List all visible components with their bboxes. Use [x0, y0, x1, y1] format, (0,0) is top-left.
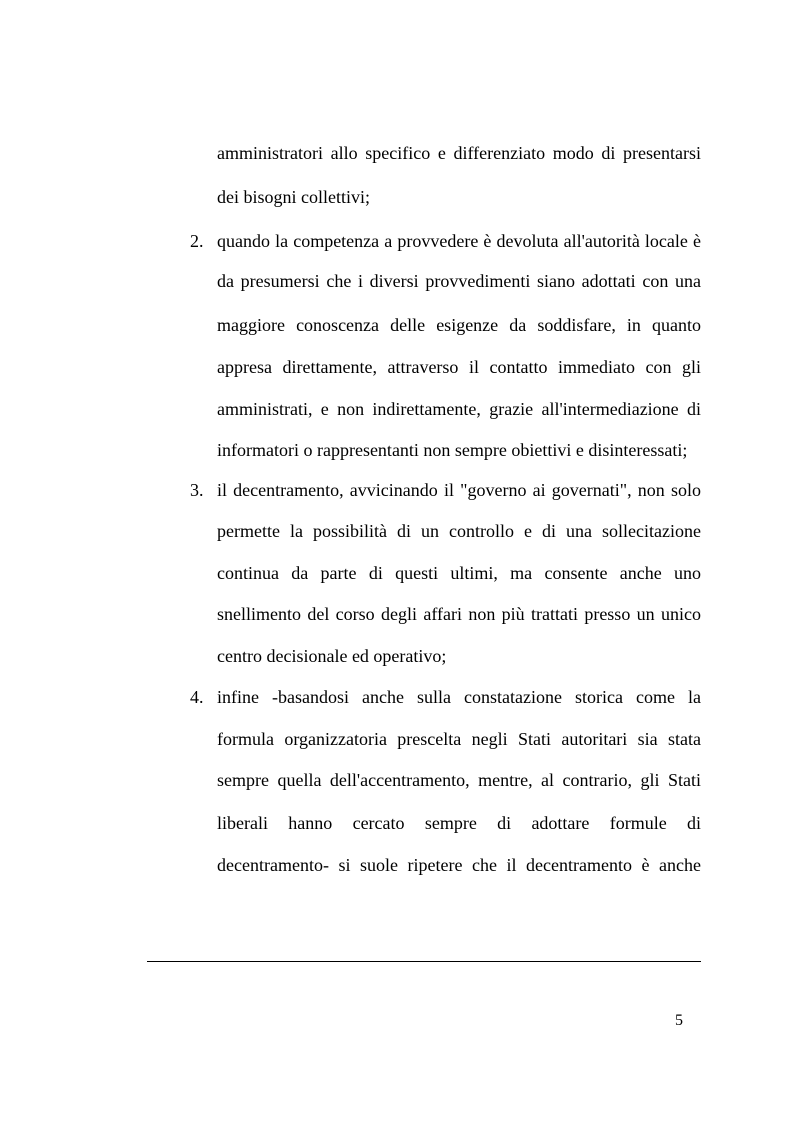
list-item-line: maggiore conoscenza delle esigenze da soddisfare, in quanto: [217, 315, 701, 335]
list-item-line: il decentramento, avvicinando il "governo ai governati", non solo: [217, 480, 701, 500]
list-item-line: quando la competenza a provvedere è devoluta all'autorità locale è: [217, 231, 701, 251]
list-item-line: snellimento del corso degli affari non più trattati presso un unico: [217, 604, 701, 624]
list-item-line: decentramento- si suole ripetere che il decentramento è anche: [217, 855, 701, 875]
list-item-number: 2.: [190, 231, 204, 251]
paragraph-line: dei bisogni collettivi;: [217, 187, 370, 207]
list-item-line: continua da parte di questi ultimi, ma consente anche uno: [217, 563, 701, 583]
list-item-line: permette la possibilità di un controllo e di una sollecitazione: [217, 521, 701, 541]
list-item-line: da presumersi che i diversi provvedimenti siano adottati con una: [217, 271, 701, 291]
list-item-line: amministrati, e non indirettamente, grazie all'intermediazione di: [217, 399, 701, 419]
list-item-number: 3.: [190, 480, 204, 500]
list-item-number: 4.: [190, 687, 204, 707]
paragraph-line: amministratori allo specifico e differenziato modo di presentarsi: [217, 143, 701, 163]
list-item-line: centro decisionale ed operativo;: [217, 646, 447, 666]
footer-divider: [147, 961, 701, 962]
list-item-line: infine -basandosi anche sulla constatazione storica come la: [217, 687, 701, 707]
list-item-line: informatori o rappresentanti non sempre obiettivi e disinteressati;: [217, 440, 688, 460]
list-item-line: sempre quella dell'accentramento, mentre, al contrario, gli Stati: [217, 770, 701, 790]
list-item-line: appresa direttamente, attraverso il contatto immediato con gli: [217, 357, 701, 377]
list-item-line: formula organizzatoria prescelta negli Stati autoritari sia stata: [217, 729, 701, 749]
list-item-line: liberali hanno cercato sempre di adottare formule di: [217, 813, 701, 833]
page-number: 5: [675, 1012, 683, 1029]
